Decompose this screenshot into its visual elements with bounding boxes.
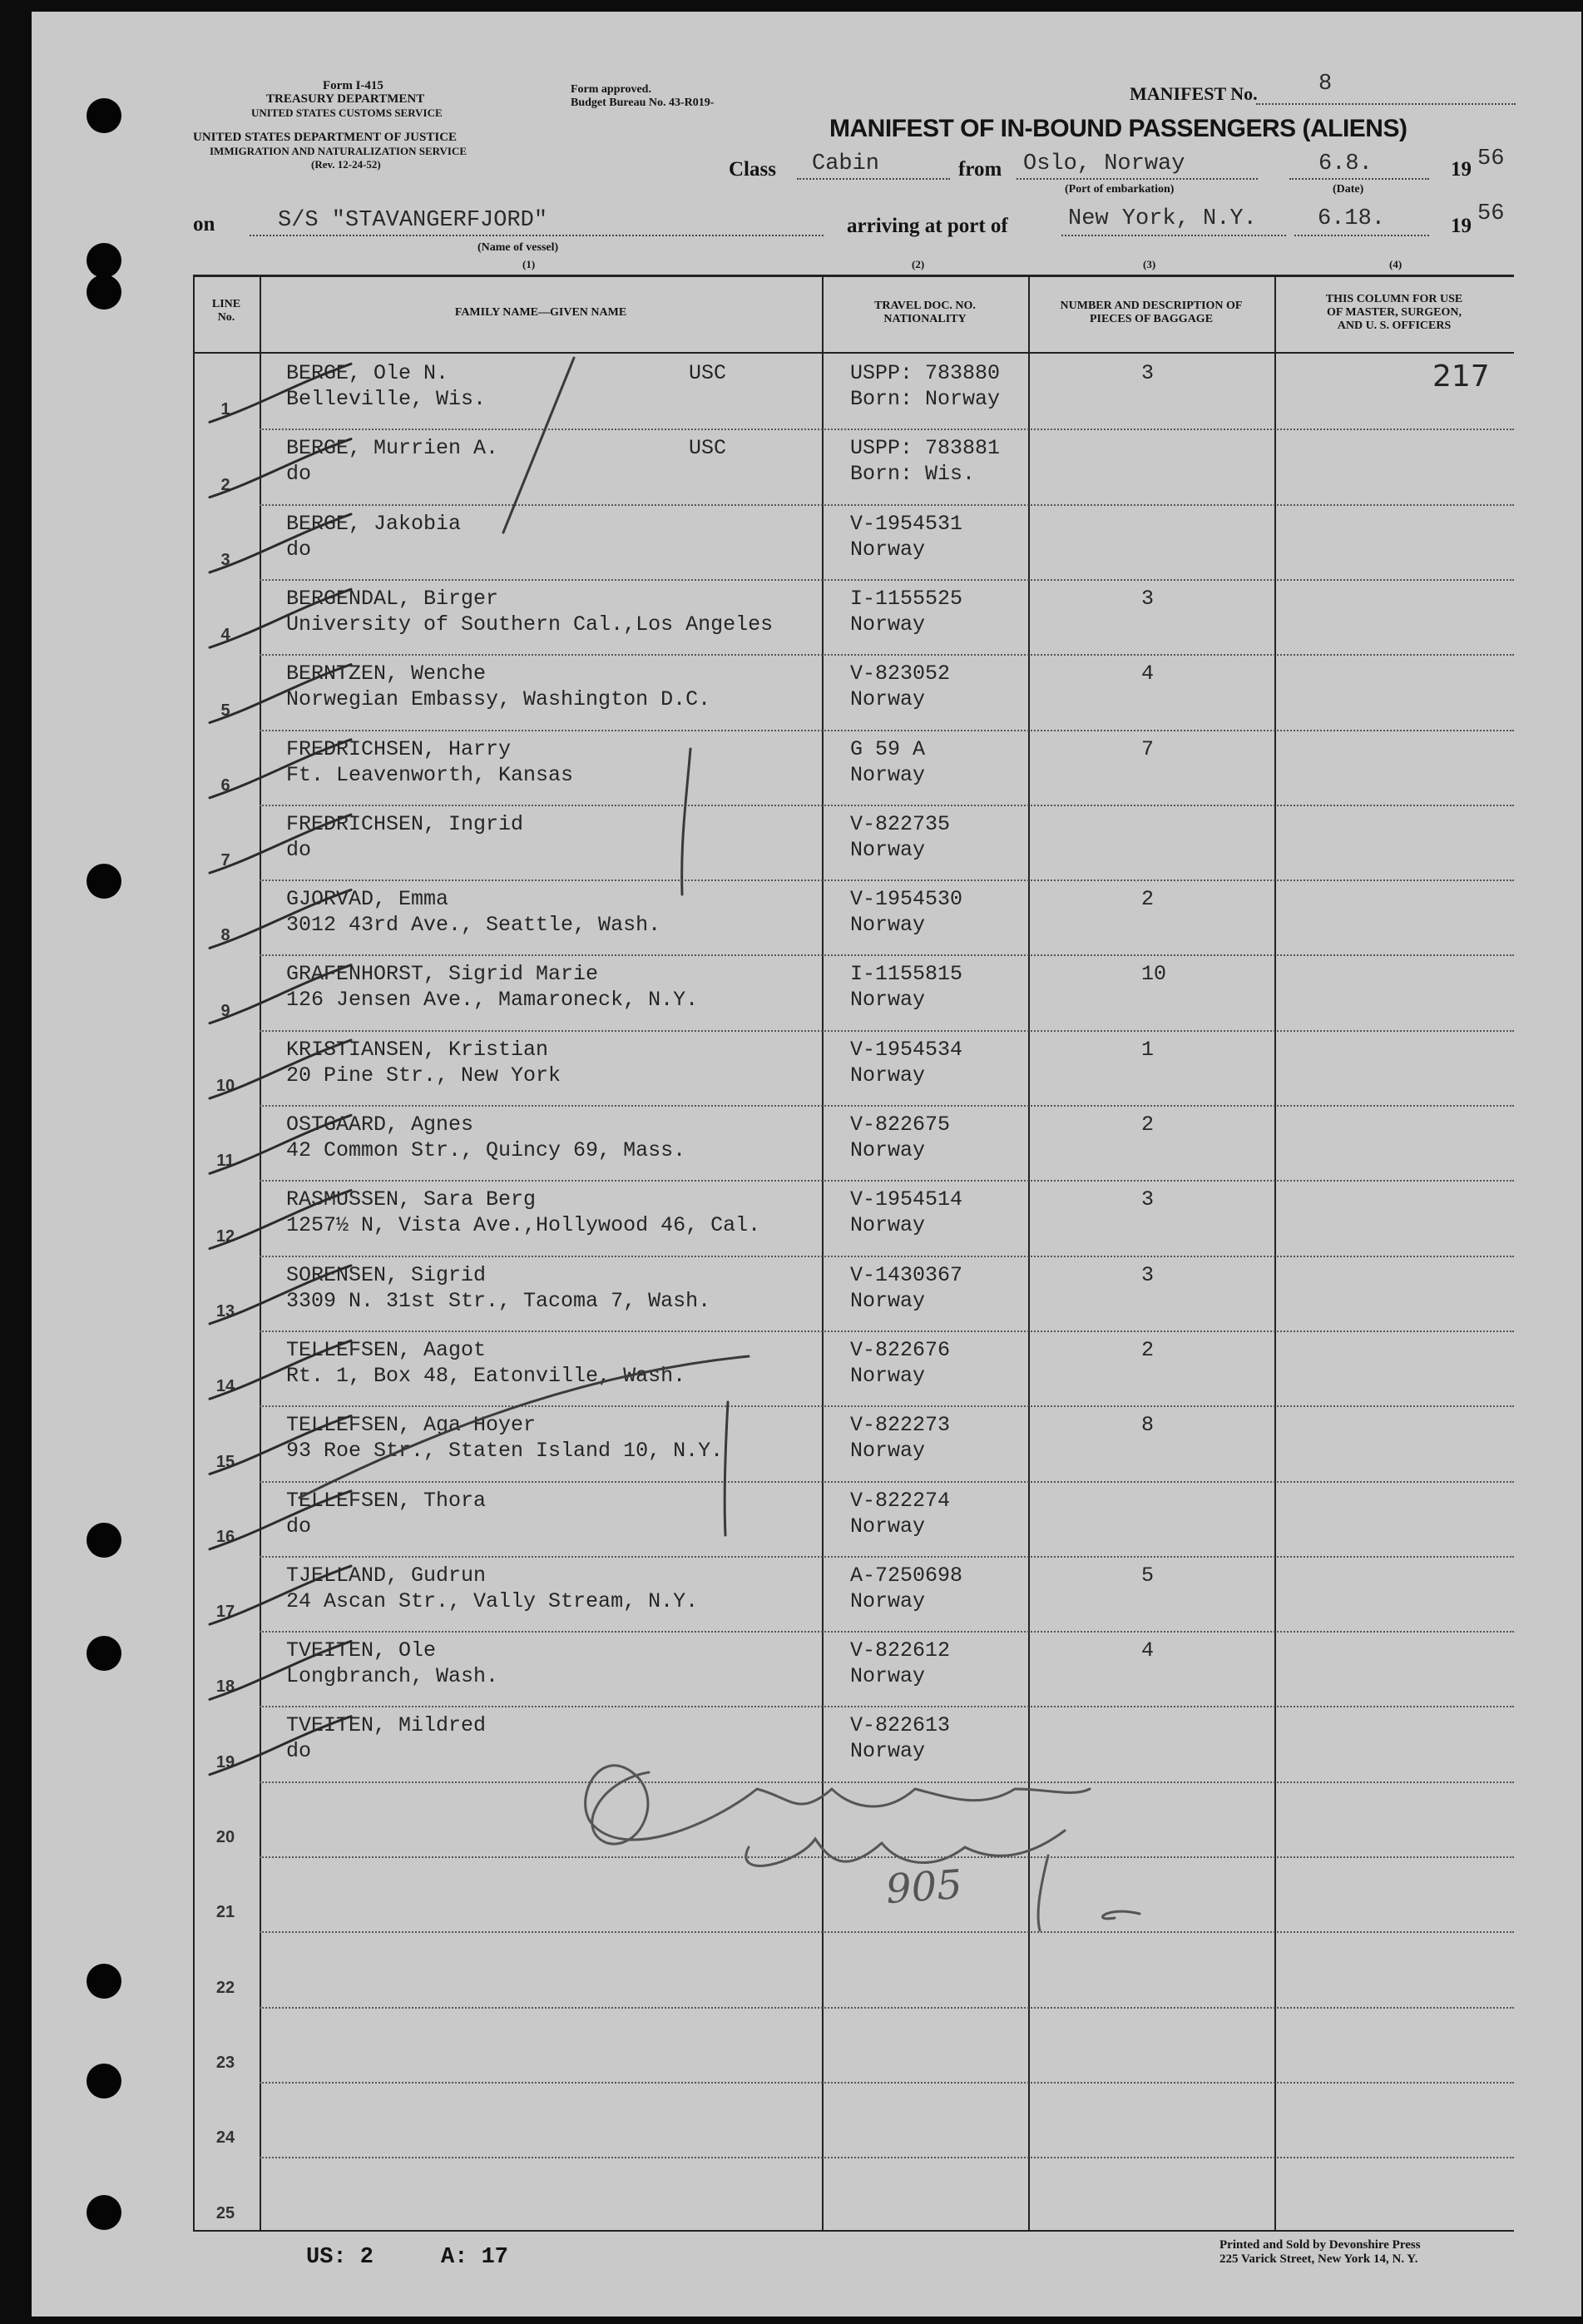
travel-doc-number: I-1155525 xyxy=(850,586,963,611)
table-bottom-border xyxy=(193,2230,1514,2232)
passenger-address: 3309 N. 31st Str., Tacoma 7, Wash. xyxy=(286,1288,711,1313)
nationality: Norway xyxy=(850,913,926,938)
date-value: 6.8. xyxy=(1318,151,1373,176)
passenger-name: GRAFENHORST, Sigrid Marie xyxy=(286,962,599,987)
travel-doc-number: V-822612 xyxy=(850,1638,951,1663)
col-divider xyxy=(1028,275,1030,2232)
nationality: Norway xyxy=(850,1288,926,1313)
binder-hole xyxy=(87,243,121,278)
binder-hole xyxy=(87,98,121,133)
row-divider xyxy=(260,1105,1514,1107)
row-divider xyxy=(260,1180,1514,1182)
citizenship-status: USC xyxy=(689,361,727,385)
binder-hole xyxy=(87,2064,121,2099)
row-divider xyxy=(260,579,1514,581)
nationality: Norway xyxy=(850,1439,926,1464)
header-baggage: NUMBER AND DESCRIPTION OF PIECES OF BAGGAGE xyxy=(1060,300,1243,325)
passenger-name: TELLEFSEN, Thora xyxy=(286,1488,487,1513)
row-divider xyxy=(260,1256,1514,1257)
row-divider xyxy=(260,730,1514,731)
line-number: 14 xyxy=(215,1377,235,1396)
row-divider xyxy=(260,1781,1514,1783)
passenger-address: 1257½ N, Vista Ave.,Hollywood 46, Cal. xyxy=(286,1213,761,1238)
col-divider xyxy=(822,275,824,2232)
line-number: 6 xyxy=(220,775,230,795)
date-line xyxy=(1289,178,1429,180)
baggage-count: 5 xyxy=(1141,1563,1155,1588)
baggage-count: 3 xyxy=(1141,1187,1155,1212)
row-divider xyxy=(260,1330,1514,1332)
passenger-name: TELLEFSEN, Aga Hoyer xyxy=(286,1413,537,1438)
passenger-name: TVEITEN, Mildred xyxy=(286,1713,487,1738)
nationality: Norway xyxy=(850,1739,926,1764)
col-divider xyxy=(260,275,261,2232)
travel-doc-number: V-822613 xyxy=(850,1713,951,1738)
passenger-address: University of Southern Cal.,Los Angeles xyxy=(286,612,774,637)
passenger-address: do xyxy=(286,462,312,487)
baggage-count: 2 xyxy=(1141,887,1155,912)
nationality: Norway xyxy=(850,612,926,637)
arriving-label: arriving at port of xyxy=(847,215,1008,237)
nationality: Norway xyxy=(850,1664,926,1689)
passenger-name: FREDRICHSEN, Ingrid xyxy=(286,811,524,836)
line-number: 9 xyxy=(220,1001,230,1020)
passenger-name: KRISTIANSEN, Kristian xyxy=(286,1037,549,1062)
nationality: Norway xyxy=(850,837,926,862)
class-label: Class xyxy=(729,158,776,181)
baggage-count: 7 xyxy=(1141,736,1155,761)
travel-doc-number: USPP: 783880 xyxy=(850,361,1001,385)
date-caption: (Date) xyxy=(1333,183,1364,196)
vessel-name: S/S "STAVANGERFJORD" xyxy=(278,208,548,233)
binder-hole xyxy=(87,1523,121,1558)
passenger-name: BERNTZEN, Wenche xyxy=(286,662,487,686)
dept-ins: IMMIGRATION AND NATURALIZATION SERVICE xyxy=(210,145,467,157)
nationality: Norway xyxy=(850,1213,926,1238)
passenger-address: 93 Roe Str., Staten Island 10, N.Y. xyxy=(286,1439,724,1464)
passenger-address: Norwegian Embassy, Washington D.C. xyxy=(286,687,711,712)
line-number: 2 xyxy=(220,475,230,494)
travel-doc-number: I-1155815 xyxy=(850,962,963,987)
nationality: Norway xyxy=(850,1063,926,1088)
passenger-name: BERGENDAL, Birger xyxy=(286,586,499,611)
travel-doc-number: V-1954530 xyxy=(850,887,963,912)
nationality: Born: Norway xyxy=(850,387,1001,411)
baggage-count: 1 xyxy=(1141,1037,1155,1062)
nationality: Norway xyxy=(850,1363,926,1388)
row-divider xyxy=(260,805,1514,806)
row-divider xyxy=(260,1931,1514,1933)
travel-doc-number: V-823052 xyxy=(850,662,951,686)
line-number: 5 xyxy=(220,701,230,720)
col-num-3: (3) xyxy=(1143,258,1156,270)
form-id: Form I-415 xyxy=(323,79,383,92)
travel-doc-number: V-1954514 xyxy=(850,1187,963,1212)
vessel-caption: (Name of vessel) xyxy=(477,241,559,254)
nationality: Norway xyxy=(850,1138,926,1162)
revision-date: (Rev. 12-24-52) xyxy=(311,158,381,171)
line-number: 12 xyxy=(215,1226,235,1246)
col-divider xyxy=(1274,275,1276,2232)
binder-hole xyxy=(87,1636,121,1671)
passenger-address: do xyxy=(286,537,312,562)
header-travel-doc: TRAVEL DOC. NO. NATIONALITY xyxy=(874,300,976,325)
nationality: Norway xyxy=(850,1514,926,1539)
line-number: 3 xyxy=(220,550,230,569)
on-label: on xyxy=(193,213,215,235)
line-number: 7 xyxy=(220,851,230,870)
arrival-port-line xyxy=(1061,235,1286,236)
passenger-name: GJORVAD, Emma xyxy=(286,887,449,912)
manifest-title: MANIFEST OF IN-BOUND PASSENGERS (ALIENS) xyxy=(829,115,1407,142)
passenger-name: OSTGAARD, Agnes xyxy=(286,1112,474,1137)
alien-count: A: 17 xyxy=(441,2245,509,2270)
budget-bureau: Budget Bureau No. 43-R019- xyxy=(571,97,715,109)
passenger-address: 24 Ascan Str., Vally Stream, N.Y. xyxy=(286,1588,699,1613)
passenger-name: RASMUSSEN, Sara Berg xyxy=(286,1187,537,1212)
col-num-4: (4) xyxy=(1389,258,1402,270)
row-divider xyxy=(260,1706,1514,1707)
row-divider xyxy=(260,1405,1514,1407)
year-value: 56 xyxy=(1477,146,1505,171)
passenger-name: BERGE, Murrien A. xyxy=(286,436,499,461)
passenger-name: TVEITEN, Ole xyxy=(286,1638,437,1663)
passenger-name: TELLEFSEN, Aagot xyxy=(286,1337,487,1362)
travel-doc-number: V-1430367 xyxy=(850,1262,963,1287)
passenger-address: 3012 43rd Ave., Seattle, Wash. xyxy=(286,913,661,938)
line-number: 19 xyxy=(215,1752,235,1771)
header-family-name: FAMILY NAME—GIVEN NAME xyxy=(454,306,627,319)
passenger-name: TJELLAND, Gudrun xyxy=(286,1563,487,1588)
passenger-name: SORENSEN, Sigrid xyxy=(286,1262,487,1287)
line-number: 23 xyxy=(215,2053,235,2072)
handwritten-note: 905 xyxy=(884,1861,964,1914)
row-divider xyxy=(260,1556,1514,1558)
arrival-date: 6.18. xyxy=(1318,206,1386,231)
printer-line-1: Printed and Sold by Devonshire Press xyxy=(1219,2238,1421,2252)
from-line xyxy=(1017,178,1258,180)
officer-note: 217 xyxy=(1432,359,1490,394)
row-divider xyxy=(260,2082,1514,2084)
header-bottom-border xyxy=(193,352,1514,354)
row-divider xyxy=(260,1631,1514,1633)
binder-hole xyxy=(87,2195,121,2230)
line-number: 13 xyxy=(215,1301,235,1321)
row-divider xyxy=(260,954,1514,956)
passenger-address: 42 Common Str., Quincy 69, Mass. xyxy=(286,1138,686,1162)
line-number: 24 xyxy=(215,2128,235,2148)
line-number: 15 xyxy=(215,1452,235,1471)
row-divider xyxy=(260,880,1514,881)
nationality: Norway xyxy=(850,687,926,712)
manifest-no-label: MANIFEST No. xyxy=(1130,83,1258,104)
col-num-2: (2) xyxy=(912,258,925,270)
row-divider xyxy=(260,2157,1514,2158)
baggage-count: 4 xyxy=(1141,1638,1155,1663)
passenger-name: BERGE, Ole N. xyxy=(286,361,449,385)
baggage-count: 4 xyxy=(1141,662,1155,686)
binder-hole xyxy=(87,275,121,310)
arrival-date-line xyxy=(1294,235,1429,236)
arrival-year-prefix: 19 xyxy=(1451,215,1472,237)
class-line xyxy=(797,178,950,180)
row-divider xyxy=(260,1856,1514,1858)
line-number: 10 xyxy=(215,1077,235,1095)
travel-doc-number: G 59 A xyxy=(850,736,926,761)
row-divider xyxy=(260,1030,1514,1032)
baggage-count: 2 xyxy=(1141,1112,1155,1137)
table-top-border xyxy=(193,275,1514,277)
passenger-address: 20 Pine Str., New York xyxy=(286,1063,561,1088)
form-approved: Form approved. xyxy=(571,83,651,96)
manifest-no-line xyxy=(1256,103,1516,105)
row-divider xyxy=(260,1481,1514,1483)
from-value: Oslo, Norway xyxy=(1023,151,1185,176)
dept-justice: UNITED STATES DEPARTMENT OF JUSTICE xyxy=(193,131,458,144)
passenger-address: Longbranch, Wash. xyxy=(286,1664,499,1689)
travel-doc-number: V-822676 xyxy=(850,1337,951,1362)
us-count: US: 2 xyxy=(306,2245,374,2270)
citizenship-status: USC xyxy=(689,436,727,461)
header-officers-use: THIS COLUMN FOR USE OF MASTER, SURGEON, AND U. S. OFFICERS xyxy=(1325,293,1463,332)
travel-doc-number: V-822735 xyxy=(850,811,951,836)
baggage-count: 3 xyxy=(1141,1262,1155,1287)
header-line-no: LINE No. xyxy=(211,298,241,324)
manifest-no-value: 8 xyxy=(1318,72,1333,97)
line-number: 16 xyxy=(215,1527,235,1546)
travel-doc-number: V-1954534 xyxy=(850,1037,963,1062)
passenger-table xyxy=(193,275,1514,2232)
row-divider xyxy=(260,654,1514,656)
baggage-count: 3 xyxy=(1141,361,1155,385)
line-number: 4 xyxy=(220,626,230,645)
col-divider xyxy=(193,275,195,2232)
line-number: 11 xyxy=(216,1152,235,1171)
binder-hole xyxy=(87,864,121,899)
line-number: 17 xyxy=(215,1603,235,1622)
passenger-address: do xyxy=(286,837,312,862)
passenger-name: FREDRICHSEN, Harry xyxy=(286,736,512,761)
arrival-port: New York, N.Y. xyxy=(1068,206,1257,231)
passenger-name: BERGE, Jakobia xyxy=(286,511,462,536)
passenger-address: do xyxy=(286,1514,312,1539)
row-divider xyxy=(260,504,1514,506)
line-number: 21 xyxy=(215,1903,235,1922)
embarkation-caption: (Port of embarkation) xyxy=(1065,183,1175,196)
class-value: Cabin xyxy=(812,151,880,176)
passenger-address: Rt. 1, Box 48, Eatonville, Wash. xyxy=(286,1363,686,1388)
nationality: Norway xyxy=(850,988,926,1013)
passenger-address: Ft. Leavenworth, Kansas xyxy=(286,762,574,787)
from-label: from xyxy=(958,158,1002,181)
line-number: 18 xyxy=(215,1677,235,1697)
nationality: Norway xyxy=(850,537,926,562)
travel-doc-number: A-7250698 xyxy=(850,1563,963,1588)
line-number: 8 xyxy=(220,926,230,945)
baggage-count: 3 xyxy=(1141,586,1155,611)
line-number: 20 xyxy=(215,1828,235,1846)
vessel-col-num: (1) xyxy=(522,258,536,270)
nationality: Norway xyxy=(850,762,926,787)
binder-hole xyxy=(87,1964,121,1999)
baggage-count: 10 xyxy=(1141,962,1167,987)
travel-doc-number: V-822274 xyxy=(850,1488,951,1513)
travel-doc-number: V-1954531 xyxy=(850,511,963,536)
travel-doc-number: V-822675 xyxy=(850,1112,951,1137)
travel-doc-number: V-822273 xyxy=(850,1413,951,1438)
dept-treasury: TREASURY DEPARTMENT xyxy=(266,92,425,106)
vessel-line xyxy=(250,235,824,236)
year-prefix: 19 xyxy=(1451,158,1472,181)
nationality: Norway xyxy=(850,1588,926,1613)
passenger-address: do xyxy=(286,1739,312,1764)
nationality: Born: Wis. xyxy=(850,462,976,487)
baggage-count: 8 xyxy=(1141,1413,1155,1438)
passenger-address: 126 Jensen Ave., Mamaroneck, N.Y. xyxy=(286,988,699,1013)
baggage-count: 2 xyxy=(1141,1337,1155,1362)
line-number: 25 xyxy=(215,2203,235,2222)
line-number: 1 xyxy=(220,400,230,419)
printer-line-2: 225 Varick Street, New York 14, N. Y. xyxy=(1219,2252,1418,2266)
row-divider xyxy=(260,429,1514,430)
travel-doc-number: USPP: 783881 xyxy=(850,436,1001,461)
arrival-year: 56 xyxy=(1477,201,1505,226)
passenger-address: Belleville, Wis. xyxy=(286,387,487,411)
line-number: 22 xyxy=(215,1978,235,1997)
dept-customs: UNITED STATES CUSTOMS SERVICE xyxy=(251,107,443,119)
row-divider xyxy=(260,2007,1514,2009)
